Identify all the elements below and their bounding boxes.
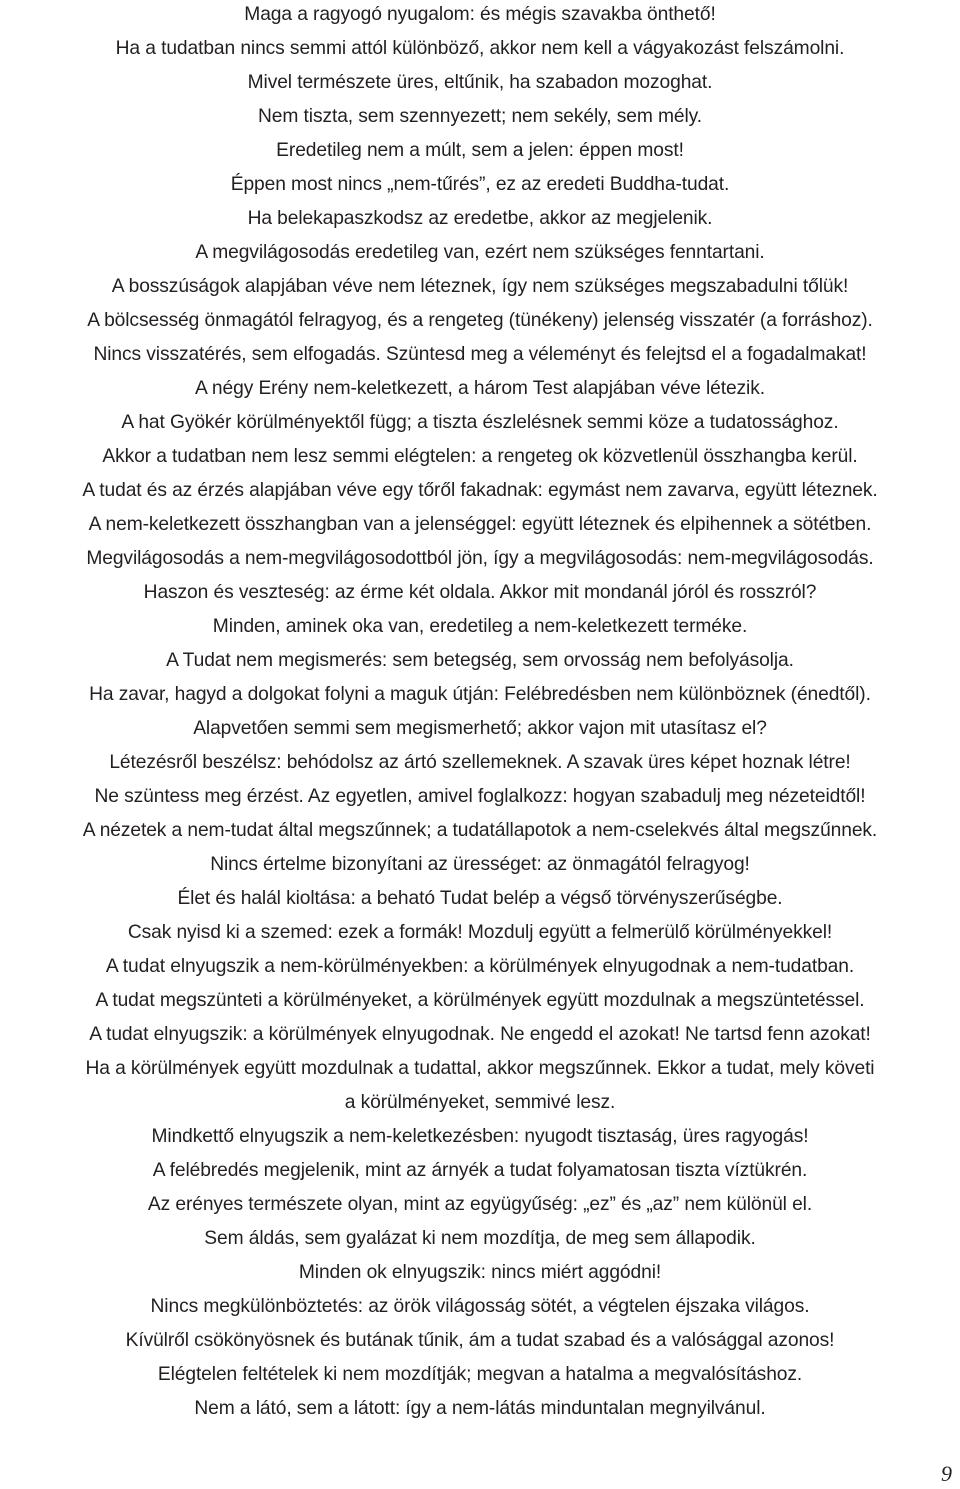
poem-line: Mivel természete üres, eltűnik, ha szabadon mozoghat. (247, 72, 713, 93)
poem-line: Alapvetően semmi sem megismerhető; akkor vajon mit utasítasz el? (193, 718, 767, 739)
poem-line: Elégtelen feltételek ki nem mozdítják; megvan a hatalma a megvalósításhoz. (157, 1364, 803, 1385)
poem-line: Ha a körülmények együtt mozdulnak a tudattal, akkor megszűnnek. Ekkor a tudat, mely követi (85, 1058, 875, 1079)
poem-line: Haszon és veszteség: az érme két oldala. Akkor mit mondanál jóról és rosszról? (143, 582, 817, 603)
poem-line: A bosszúságok alapjában véve nem léteznek, így nem szükséges megszabadulni tőlük! (111, 276, 849, 297)
poem-line: Minden ok elnyugszik: nincs miért aggódni! (298, 1262, 662, 1283)
poem-line: Megvilágosodás a nem-megvilágosodottból jön, így a megvilágosodás: nem-megvilágosodás. (86, 548, 874, 569)
poem-line: A megvilágosodás eredetileg van, ezért nem szükséges fenntartani. (195, 242, 765, 263)
poem-line: Éppen most nincs „nem-tűrés”, ez az eredeti Buddha-tudat. (230, 174, 730, 195)
poem-line: Élet és halál kioltása: a beható Tudat belép a végső törvényszerűségbe. (177, 888, 783, 909)
poem-line: Ne szüntess meg érzést. Az egyetlen, amivel foglalkozz: hogyan szabadulj meg nézeteidtől! (94, 786, 866, 807)
poem-line: Az erényes természete olyan, mint az együgyűség: „ez” és „az” nem különül el. (147, 1194, 813, 1215)
poem-line: Eredetileg nem a múlt, sem a jelen: éppen most! (276, 140, 684, 161)
poem-line: Minden, aminek oka van, eredetileg a nem-keletkezett terméke. (212, 616, 748, 637)
poem-line: A tudat és az érzés alapjában véve egy tőről fakadnak: egymást nem zavarva, együtt léteznek. (82, 480, 878, 501)
page-number: 9 (941, 1461, 952, 1486)
poem-line: Sem áldás, sem gyalázat ki nem mozdítja, de meg sem állapodik. (204, 1228, 756, 1249)
poem-line: Kívülről csökönyösnek és butának tűnik, ám a tudat szabad és a valósággal azonos! (125, 1330, 835, 1351)
poem-line: A tudat elnyugszik a nem-körülményekben: a körülmények elnyugodnak a nem-tudatban. (105, 956, 855, 977)
poem-line: Nincs visszatérés, sem elfogadás. Szüntesd meg a véleményt és felejtsd el a fogadalmakat! (93, 344, 867, 365)
poem-line: Ha zavar, hagyd a dolgokat folyni a maguk útján: Felébredésben nem különböznek (énedtől). (89, 684, 871, 705)
poem-line: A tudat megszünteti a körülményeket, a körülmények együtt mozdulnak a megszüntetéssel. (95, 990, 865, 1011)
poem-line: A felébredés megjelenik, mint az árnyék a tudat folyamatosan tiszta víztükrén. (152, 1160, 808, 1181)
poem-line: Maga a ragyogó nyugalom: és mégis szavakba önthető! (244, 4, 716, 25)
poem-line: A nem-keletkezett összhangban van a jelenséggel: együtt léteznek és elpihennek a sötétben. (88, 514, 872, 535)
poem-line: A négy Erény nem-keletkezett, a három Test alapjában véve létezik. (195, 378, 765, 399)
poem-line: Akkor a tudatban nem lesz semmi elégtelen: a rengeteg ok közvetlenül összhangba kerül. (102, 446, 858, 467)
poem-line: Csak nyisd ki a szemed: ezek a formák! Mozdulj együtt a felmerülő körülményekkel! (127, 922, 833, 943)
poem-line: Ha a tudatban nincs semmi attól különböző, akkor nem kell a vágyakozást felszámolni. (115, 38, 845, 59)
poem-line: Nem tiszta, sem szennyezett; nem sekély, sem mély. (258, 106, 702, 127)
poem-line: Nincs megkülönböztetés: az örök világosság sötét, a végtelen éjszaka világos. (150, 1296, 810, 1317)
poem-line: Nincs értelme bizonyítani az ürességet: az önmagától felragyog! (210, 854, 750, 875)
poem-line: A Tudat nem megismerés: sem betegség, sem orvosság nem befolyásolja. (166, 650, 794, 671)
poem-line: A nézetek a nem-tudat által megszűnnek; a tudatállapotok a nem-cselekvés által megszűnnek. (82, 820, 878, 841)
poem-line: Létezésről beszélsz: behódolsz az ártó szellemeknek. A szavak üres képet hoznak létre! (109, 752, 851, 773)
poem-line: A hat Gyökér körülményektől függ; a tiszta észlelésnek semmi köze a tudatossághoz. (121, 412, 839, 433)
poem-line: A bölcsesség önmagától felragyog, és a rengeteg (tünékeny) jelenség visszatér (a forráshoz). (87, 310, 873, 331)
poem-line: a körülményeket, semmivé lesz. (344, 1092, 616, 1113)
poem-line: Nem a látó, sem a látott: így a nem-látás minduntalan megnyilvánul. (194, 1398, 766, 1419)
poem-line: Ha belekapaszkodsz az eredetbe, akkor az megjelenik. (247, 208, 713, 229)
poem-line: Mindkettő elnyugszik a nem-keletkezésben: nyugodt tisztaság, üres ragyogás! (151, 1126, 809, 1147)
poem-line: A tudat elnyugszik: a körülmények elnyugodnak. Ne engedd el azokat! Ne tartsd fenn azokat! (89, 1024, 871, 1045)
